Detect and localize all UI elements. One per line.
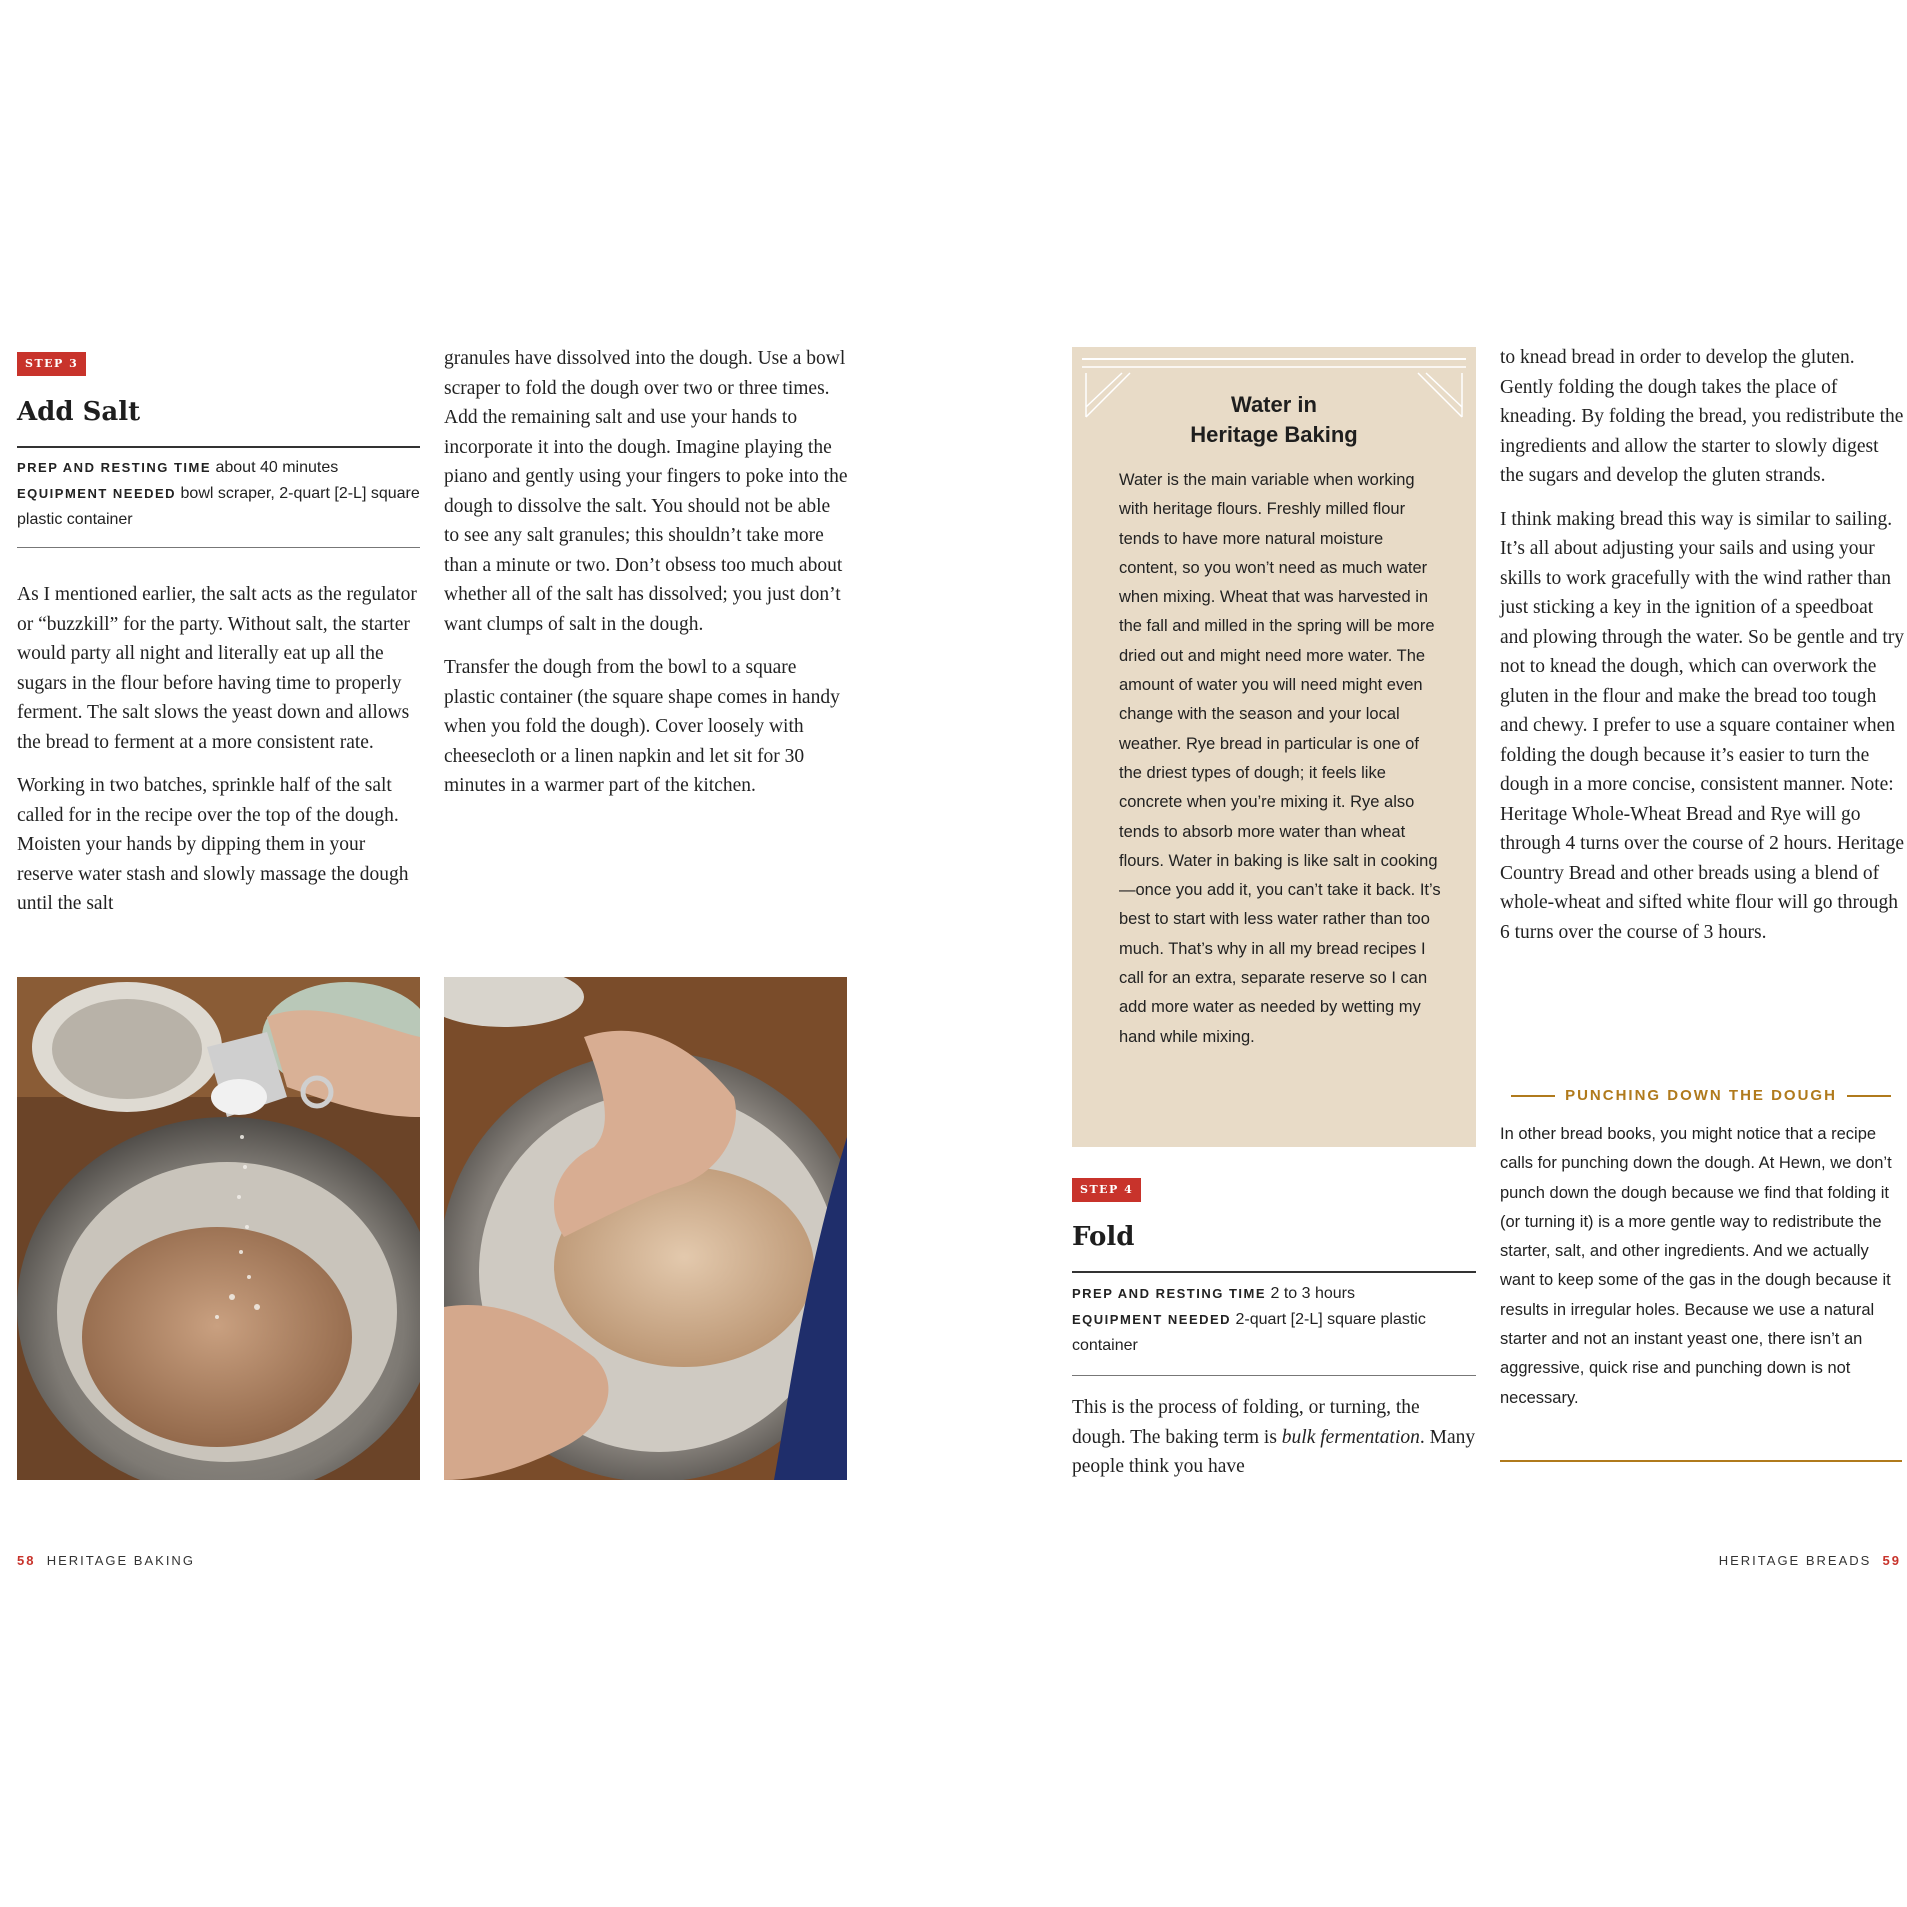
- step-4-equipment-label: EQUIPMENT NEEDED: [1072, 1312, 1232, 1327]
- step-4-prep-label: PREP AND RESTING TIME: [1072, 1286, 1267, 1301]
- step-4-badge: STEP 4: [1072, 1178, 1141, 1202]
- right-running-head: HERITAGE BREADS: [1718, 1553, 1872, 1568]
- photo-sprinkling-salt: [17, 977, 420, 1480]
- punching-heading-text: PUNCHING DOWN THE DOUGH: [1565, 1087, 1837, 1104]
- step-3-equipment-label: EQUIPMENT NEEDED: [17, 486, 177, 501]
- paragraph: granules have dissolved into the dough. Use a bowl scraper to fold the dough over two or three times. Add the remaining salt and use your hands to incorporate it into the dough. Imagine playing the piano and gently using your fingers to poke into the dough to dissolve the salt. You should not be able to see any salt granules; this shouldn’t take more than a minute or two. Don’t obsess too much about whether all of the salt has dissolved; you just don’t want clumps of salt in the dough.: [444, 348, 848, 635]
- heading-dash-left: [1511, 1095, 1555, 1097]
- step-3-rule-top: [17, 446, 420, 448]
- punching-text: In other bread books, you might notice that a recipe calls for punching down the dough. At Hewn, we don’t punch down the dough because we find that folding it (or turning it) is a more gentle way to redistribute the starter, salt, and other ingredients. And we actually want to keep some of the gas in the dough because it results in irregular holes. Because we use a natural starter and not an instant yeast one, there isn’t an aggressive, quick rise and punching down is not necessary.: [1500, 1125, 1892, 1407]
- step-4-title: Fold: [1072, 1222, 1135, 1252]
- paragraph: As I mentioned earlier, the salt acts as the regulator or “buzzkill” for the party. Without salt, the starter would party all night and literally eat up all the sugars in the flour before having time to properly ferment. The salt slows the yeast down and allows the bread to ferment at a more consistent rate.: [17, 584, 417, 753]
- paragraph: I think making bread this way is similar to sailing. It’s all about adjusting your sails and using your skills to work gracefully with the wind rather than just sticking a key in the ignition of a speedboat and plowing through the water. So be gentle and try not to knead the dough, which can overwork the gluten in the flour and make the bread too tough and chewy. I prefer to use a square container when folding the dough because it’s easier to turn the dough in a more concise, consistent manner. Note: Heritage Whole-Wheat Bread and Rye will go through 4 turns over the course of 2 hours. Heritage Country Bread and other breads using a blend of whole-wheat and sifted white flour will go through 6 turns over the course of 3 hours.: [1500, 508, 1904, 943]
- step-3-equipment-value: bowl scraper, 2-quart [2-L] square plastic container: [17, 485, 420, 528]
- left-column-1: [17, 580, 422, 933]
- punching-rule: [1500, 1460, 1902, 1462]
- paragraph: Transfer the dough from the bowl to a square plastic container (the square shape comes in handy when you fold the dough). Cover loosely with cheesecloth or a linen napkin and let sit for 30 minutes in a warmer part of the kitchen.: [444, 657, 840, 796]
- left-page-number: 58: [17, 1553, 36, 1568]
- step-3-title: Add Salt: [17, 397, 141, 427]
- right-page-number: 59: [1882, 1553, 1901, 1568]
- step-4-rule-bottom: [1072, 1375, 1476, 1376]
- step-3-rule-bottom: [17, 547, 420, 548]
- water-sidebar: [1072, 347, 1476, 1147]
- left-folio: [17, 1553, 195, 1568]
- step-3-badge: STEP 3: [17, 352, 86, 376]
- step-4-intro: [1072, 1393, 1476, 1482]
- right-column-2: [1500, 343, 1905, 961]
- right-folio: [1719, 1553, 1901, 1568]
- left-column-2: [444, 344, 849, 815]
- sidebar-title-line-1: Water in: [1231, 392, 1317, 417]
- sidebar-title: [1072, 390, 1476, 450]
- intro-text: This is the process of folding, or turning, the dough. The baking term is: [1072, 1397, 1420, 1448]
- paragraph: Working in two batches, sprinkle half of the salt called for in the recipe over the top of the dough. Moisten your hands by dipping them in your reserve water stash and slowly massage the dough until the salt: [17, 775, 409, 914]
- step-3-prep-value: about 40 minutes: [215, 459, 339, 476]
- intro-term: bulk fermentation: [1281, 1426, 1420, 1448]
- punching-heading: [1500, 1087, 1902, 1104]
- paragraph: to knead bread in order to develop the gluten. Gently folding the dough takes the place of kneading. By folding the bread, you redistribute the ingredients and allow the starter to slowly digest the sugars and develop the gluten strands.: [1500, 347, 1904, 486]
- left-running-head: HERITAGE BAKING: [46, 1553, 195, 1568]
- photo-massaging-dough: [444, 977, 847, 1480]
- heading-dash-right: [1847, 1095, 1891, 1097]
- sidebar-title-line-2: Heritage Baking: [1190, 422, 1358, 447]
- intro-text-end: . Many people think you have: [1072, 1426, 1476, 1477]
- step-4-meta: [1072, 1281, 1476, 1359]
- step-3-prep-label: PREP AND RESTING TIME: [17, 460, 212, 475]
- step-4-rule-top: [1072, 1271, 1476, 1273]
- sidebar-text: Water is the main variable when working with heritage flours. Freshly milled flour tends to have more natural moisture content, so you won’t need as much water when mixing. Wheat that was harvested in the fall and milled in the spring will be more dried out and might need more water. The amount of water you will need might even change with the season and your local weather. Rye bread in particular is one of the driest types of dough; it feels like concrete when you’re mixing it. Rye also tends to absorb more water than wheat flours. Water in baking is like salt in cooking—once you add it, you can’t take it back. It’s best to start with less water rather than too much. That’s why in all my bread recipes I call for an extra, separate reserve so I can add more water as needed by wetting my hand while mixing.: [1119, 471, 1441, 1046]
- step-4-prep-value: 2 to 3 hours: [1270, 1285, 1355, 1302]
- step-4-equipment-value: 2-quart [2-L] square plastic container: [1072, 1311, 1426, 1354]
- step-3-meta: [17, 455, 420, 533]
